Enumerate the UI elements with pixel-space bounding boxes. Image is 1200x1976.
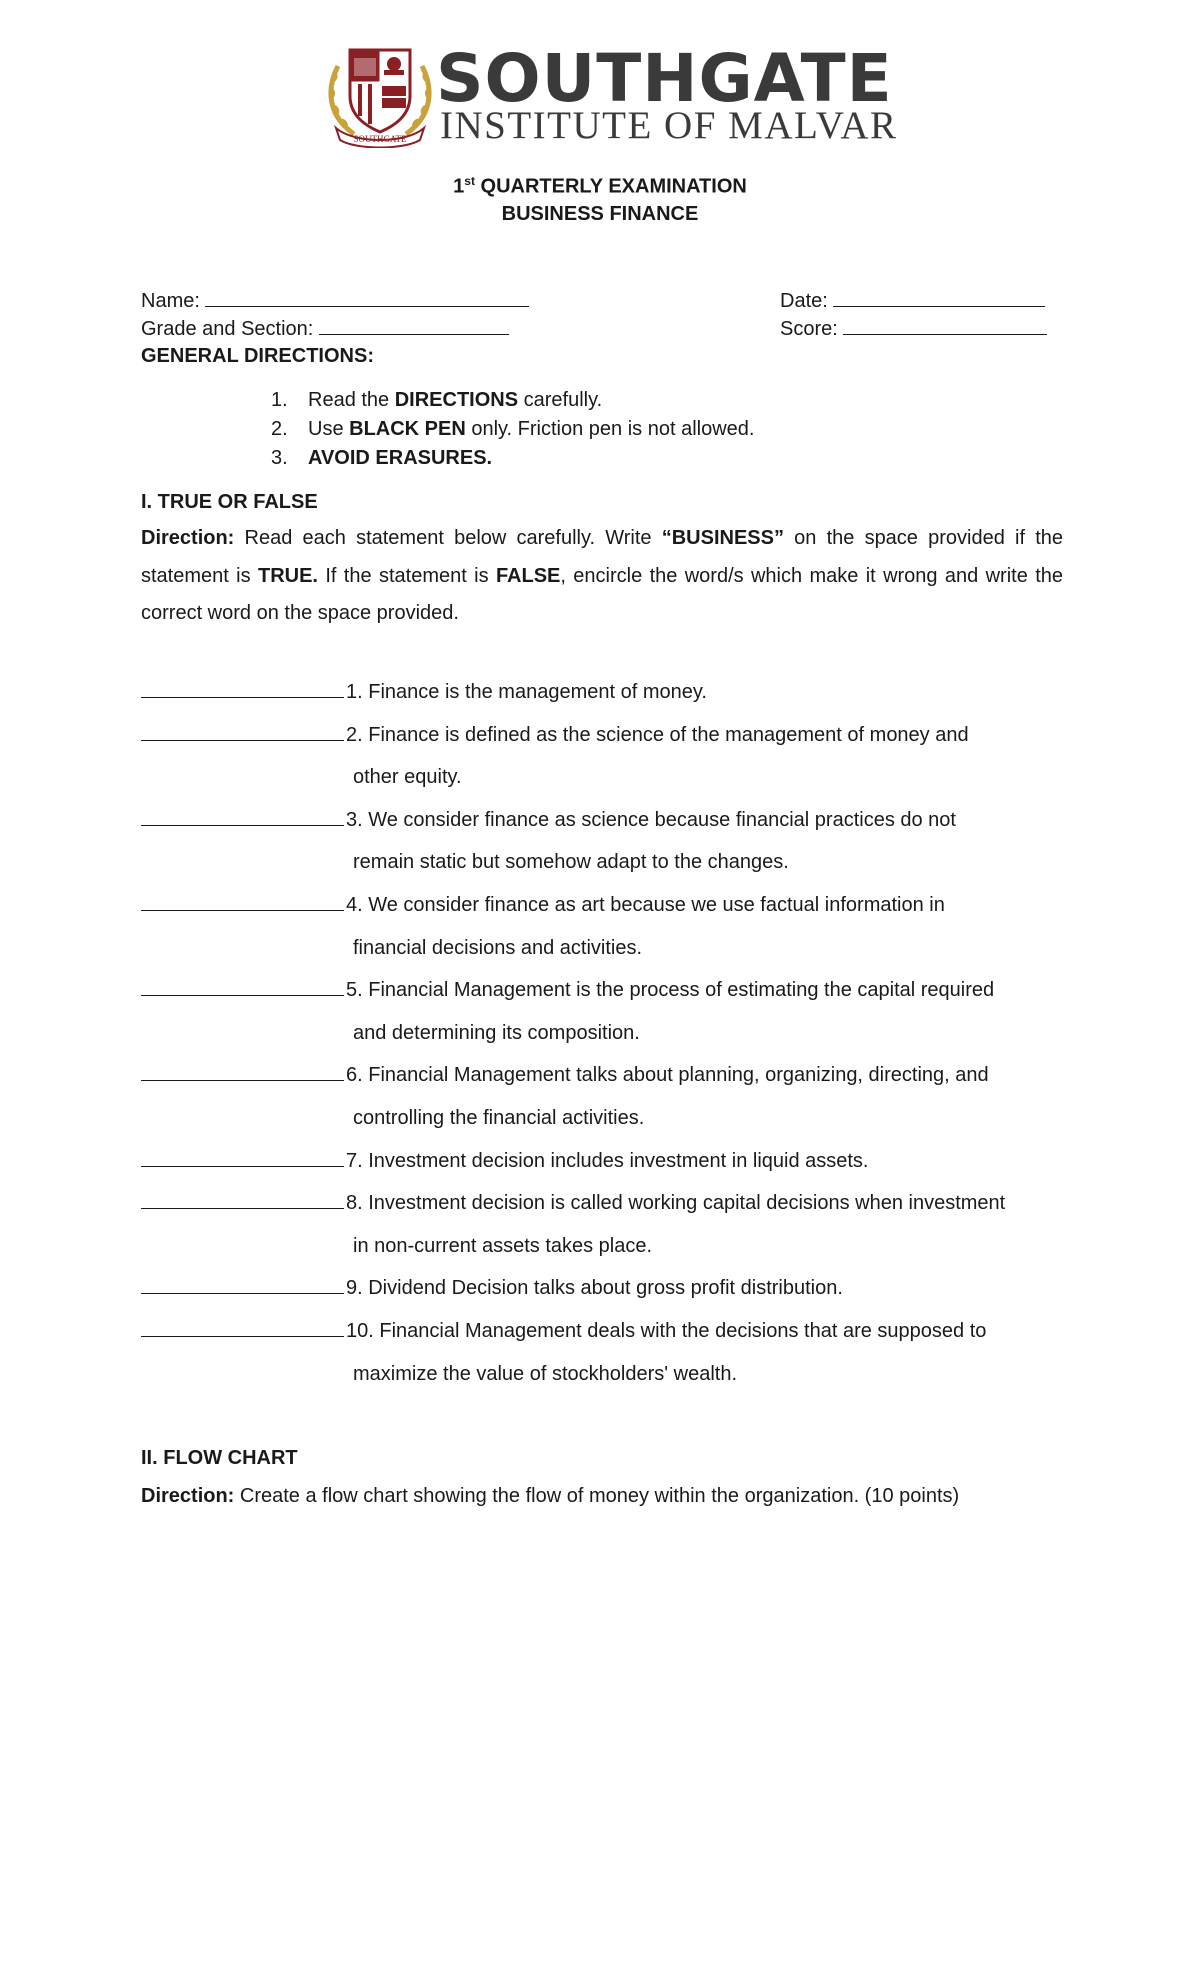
question-text-continued: maximize the value of stockholders' wealth. (353, 1362, 737, 1385)
question-item (141, 1182, 1091, 1267)
date-blank[interactable] (833, 288, 1045, 307)
school-logo (324, 40, 930, 148)
answer-blank[interactable] (141, 1316, 344, 1337)
school-subtitle: INSTITUTE OF MALVAR (440, 104, 898, 147)
answer-blank[interactable] (141, 890, 344, 911)
section-true-or-false-title: I. TRUE OR FALSE (141, 491, 318, 513)
answer-blank[interactable] (141, 677, 344, 698)
question-text: 10. Financial Management deals with the decisions that are supposed to (346, 1319, 987, 1342)
question-text: 9. Dividend Decision talks about gross profit distribution. (346, 1277, 843, 1300)
general-direction-item: 3. AVOID ERASURES. (271, 447, 493, 469)
question-text: 5. Financial Management is the process of estimating the capital required (346, 979, 995, 1002)
grade-section-field (141, 316, 509, 341)
question-text-continued: other equity. (353, 766, 462, 789)
general-directions-title: GENERAL DIRECTIONS: (141, 345, 374, 367)
date-field (780, 288, 1045, 313)
exam-title (0, 174, 1200, 199)
question-item (141, 1267, 1091, 1310)
name-field (141, 288, 529, 313)
date-label: Date: (780, 290, 828, 312)
section-true-or-false-direction: Direction: Read each statement below carefully. Write “BUSINESS” on the space provided if the statement is TRUE. If the statement is FALSE, encircle the word/s which make it wrong and write the correct word on the space provided. (141, 527, 1063, 624)
general-direction-item: 1. Read the DIRECTIONS carefully. (271, 389, 603, 411)
question-item (141, 799, 1091, 884)
question-item (141, 671, 1091, 714)
question-text: 1. Finance is the management of money. (346, 681, 707, 703)
question-text: 2. Finance is defined as the science of the management of money and (346, 723, 969, 746)
section-flow-chart-title: II. FLOW CHART (141, 1447, 298, 1469)
question-item (141, 1310, 1091, 1395)
section-flow-chart-direction: Direction: Create a flow chart showing the flow of money within the organization. (10 points) (141, 1485, 960, 1507)
score-field (780, 316, 1047, 341)
exam-title-text: QUARTERLY EXAMINATION (480, 175, 747, 198)
ribbon-text: SOUTHGATE (353, 134, 407, 144)
score-label: Score: (780, 318, 838, 340)
question-text-continued: controlling the financial activities. (353, 1106, 645, 1129)
school-name: SOUTHGATE (436, 40, 893, 117)
answer-blank[interactable] (141, 975, 344, 996)
school-crest-icon (324, 44, 436, 148)
question-text-continued: and determining its composition. (353, 1021, 640, 1044)
grade-section-label: Grade and Section: (141, 318, 314, 340)
answer-blank[interactable] (141, 805, 344, 826)
answer-blank[interactable] (141, 720, 344, 741)
question-text: 8. Investment decision is called working capital decisions when investment (346, 1192, 1006, 1215)
question-text-continued: financial decisions and activities. (353, 936, 643, 959)
exam-ordinal-suffix: st (464, 174, 475, 188)
name-label: Name: (141, 290, 200, 312)
question-item (141, 714, 1091, 799)
question-text: 4. We consider finance as art because we use factual information in (346, 893, 945, 916)
exam-subject: BUSINESS FINANCE (501, 203, 699, 225)
question-item (141, 1140, 1091, 1183)
question-item (141, 884, 1091, 969)
question-text: 6. Financial Management talks about planning, organizing, directing, and (346, 1064, 989, 1087)
question-text-continued: remain static but somehow adapt to the changes. (353, 851, 789, 874)
name-blank[interactable] (205, 288, 529, 307)
flow-chart-answer-area[interactable] (141, 1530, 1063, 1910)
exam-ordinal: 1 (453, 175, 465, 198)
grade-section-blank[interactable] (319, 316, 509, 335)
question-item (141, 969, 1091, 1054)
question-text: 7. Investment decision includes investment in liquid assets. (346, 1149, 869, 1172)
question-text: 3. We consider finance as science because financial practices do not (346, 808, 956, 831)
question-item (141, 1054, 1091, 1139)
score-blank[interactable] (843, 316, 1047, 335)
general-direction-item: 2. Use BLACK PEN only. Friction pen is not allowed. (271, 418, 755, 440)
answer-blank[interactable] (141, 1060, 344, 1081)
true-false-items (141, 671, 1091, 1395)
answer-blank[interactable] (141, 1146, 344, 1167)
answer-blank[interactable] (141, 1273, 344, 1294)
question-text-continued: in non-current assets takes place. (353, 1234, 653, 1257)
general-directions-list (271, 386, 754, 473)
answer-blank[interactable] (141, 1188, 344, 1209)
